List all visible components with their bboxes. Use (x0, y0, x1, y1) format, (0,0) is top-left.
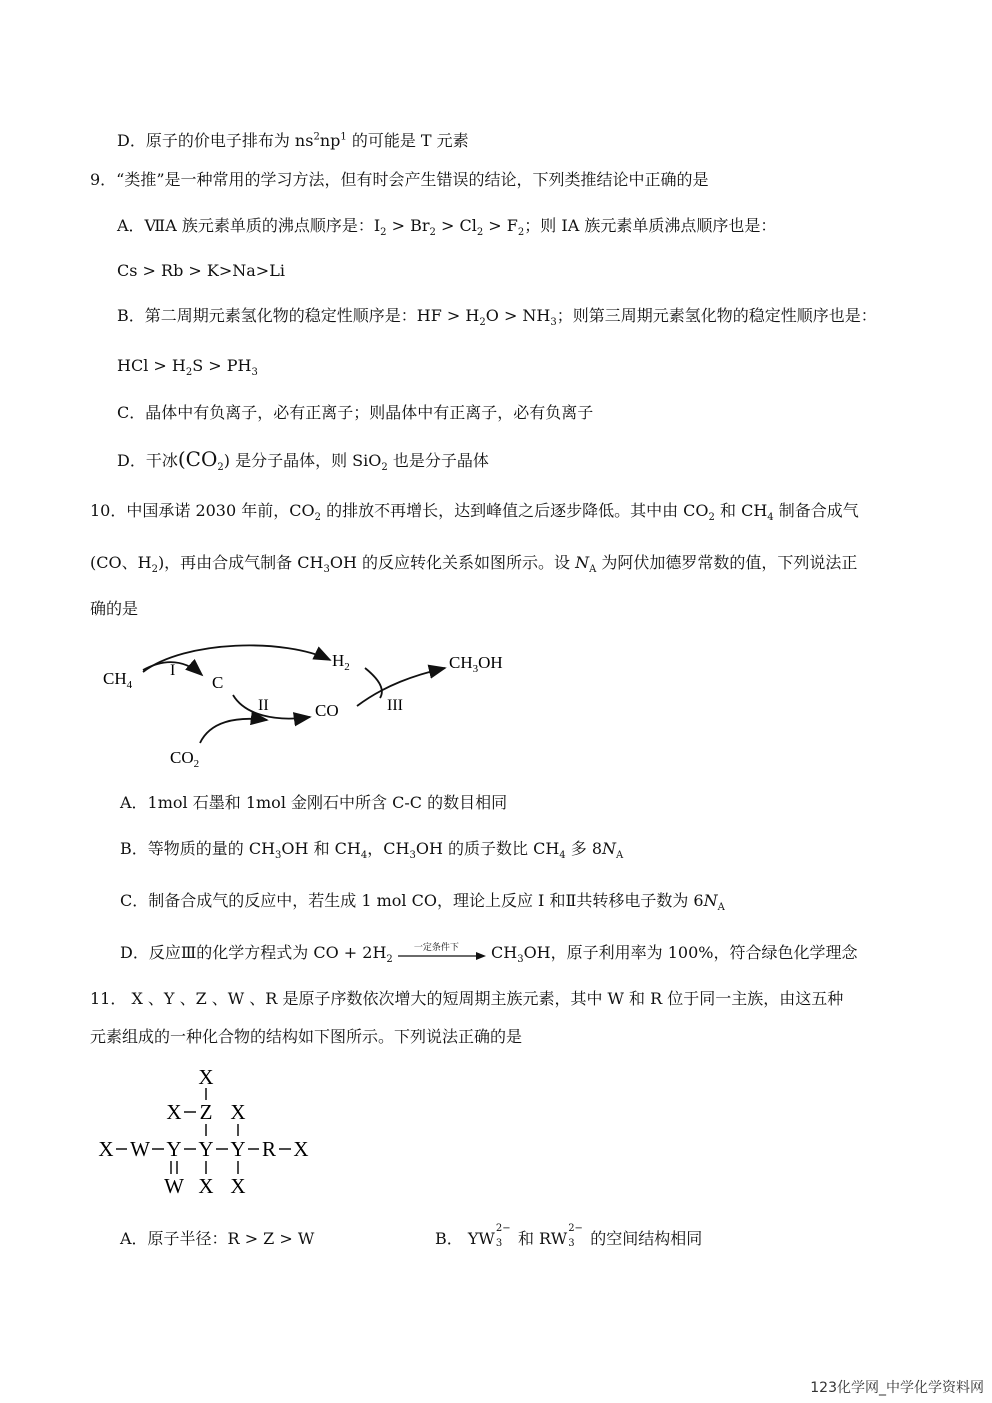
q9-option-d: D．干冰$(CO_2)$ 是分子晶体，则 SiO$_2$ 也是分子晶体 (117, 447, 489, 474)
arrow-c-to-co (233, 695, 310, 719)
atom-y3: Y (230, 1137, 246, 1161)
q11-option-b: B． YW 2− 3 和 RW 2− 3 的空间结构相同 (435, 1223, 703, 1249)
label-i: I (170, 662, 176, 679)
q9-option-a-line2: Cs > Rb > K>Na>Li (117, 261, 285, 280)
atom-x-bottom-y3: X (230, 1174, 246, 1198)
q11-option-a: A．原子半径：R > Z > W (120, 1229, 315, 1248)
atom-z: Z (199, 1100, 213, 1124)
atom-x-bottom-y2: X (198, 1174, 214, 1198)
label-ii: II (258, 697, 269, 714)
label-co2: $CO_2$ (170, 748, 200, 770)
label-ch4: $CH_4$ (103, 669, 133, 691)
arrow-h2-to-ch3oh (365, 668, 382, 698)
label-iii: III (387, 697, 403, 714)
q10-option-a: A．1mol 石墨和 1mol 金刚石中所含 C-C 的数目相同 (120, 793, 508, 812)
q9-option-c: C．晶体中有负离子，必有正离子；则晶体中有正离子，必有负离子 (117, 403, 594, 422)
footer-watermark: 123化学网_中学化学资料网 (810, 1380, 984, 1396)
q9-stem: 9．“类推”是一种常用的学习方法，但有时会产生错误的结论，下列类推结论中正确的是 (90, 170, 709, 189)
q10-option-d: D．反应Ⅲ的化学方程式为 CO + $2H_2$ 一定条件下 $CH_3OH$，原子利用率为 100%，符合绿色化学理念 (120, 942, 858, 966)
structure-diagram (92, 1062, 332, 1202)
q8-option-d: D．原子的价电子排布为 $ns^2np^1$ 的可能是 T 元素 (117, 131, 469, 150)
q9-option-a-line1: A．ⅦA 族元素单质的沸点顺序是：$I_2 > Br_2 > Cl_2 > F_2$；则 IA 族元素单质沸点顺序也是： (117, 216, 777, 239)
arrow-co2-to-co (200, 719, 267, 743)
q10-option-c: C．制备合成气的反应中，若生成 1 mol CO，理论上反应 I 和Ⅱ共转移电子数为 $6N_A$ (120, 891, 725, 914)
atom-y1: Y (166, 1137, 182, 1161)
q9-option-b-line2: HCl > $H_2S > PH_3$ (117, 356, 258, 379)
q11-stem-line2: 元素组成的一种化合物的结构如下图所示。下列说法正确的是 (90, 1027, 523, 1046)
atom-x-upper-y3: X (230, 1100, 246, 1124)
atom-x-left: X (98, 1137, 114, 1161)
q10-stem-line2: (CO、$H_2$)，再由合成气制备 $CH_3OH$ 的反应转化关系如图所示。设 $N_A$ 为阿伏加德罗常数的值，下列说法正 (90, 553, 858, 576)
atom-x-right: X (293, 1137, 309, 1161)
atom-w-chain: W (130, 1137, 150, 1161)
q10-stem-line3: 确的是 (90, 599, 139, 618)
q11-stem-line1: 11． X 、Y 、Z 、W 、R 是原子序数依次增大的短周期主族元素，其中 W 和 R 位于同一主族，由这五种 (90, 989, 844, 1008)
atom-y2: Y (198, 1137, 214, 1161)
atom-x-left-z: X (166, 1100, 182, 1124)
label-h2: $H_2$ (332, 651, 350, 673)
q10-option-b: B．等物质的量的 $CH_3OH$ 和 $CH_4$，$CH_3OH$ 的质子数比 $CH_4$ 多 $8N_A$ (120, 839, 624, 862)
label-co: CO (315, 701, 339, 720)
atom-w-bottom: W (164, 1174, 184, 1198)
q9-option-b-line1: B．第二周期元素氢化物的稳定性顺序是：HF > $H_2O > NH_3$；则第三周期元素氢化物的稳定性顺序也是： (117, 306, 877, 329)
label-ch3oh: $CH_3OH$ (449, 653, 503, 675)
atom-x-top: X (198, 1065, 214, 1089)
reaction-arrow: 一定条件下 (398, 946, 486, 962)
q10-stem-line1: 10．中国承诺 2030 年前，$CO_2$ 的排放不再增长，达到峰值之后逐步降低。其中由 $CO_2$ 和 $CH_4$ 制备合成气 (90, 501, 859, 524)
atom-r: R (261, 1137, 277, 1161)
label-c: C (212, 673, 224, 692)
reaction-diagram (95, 640, 535, 775)
